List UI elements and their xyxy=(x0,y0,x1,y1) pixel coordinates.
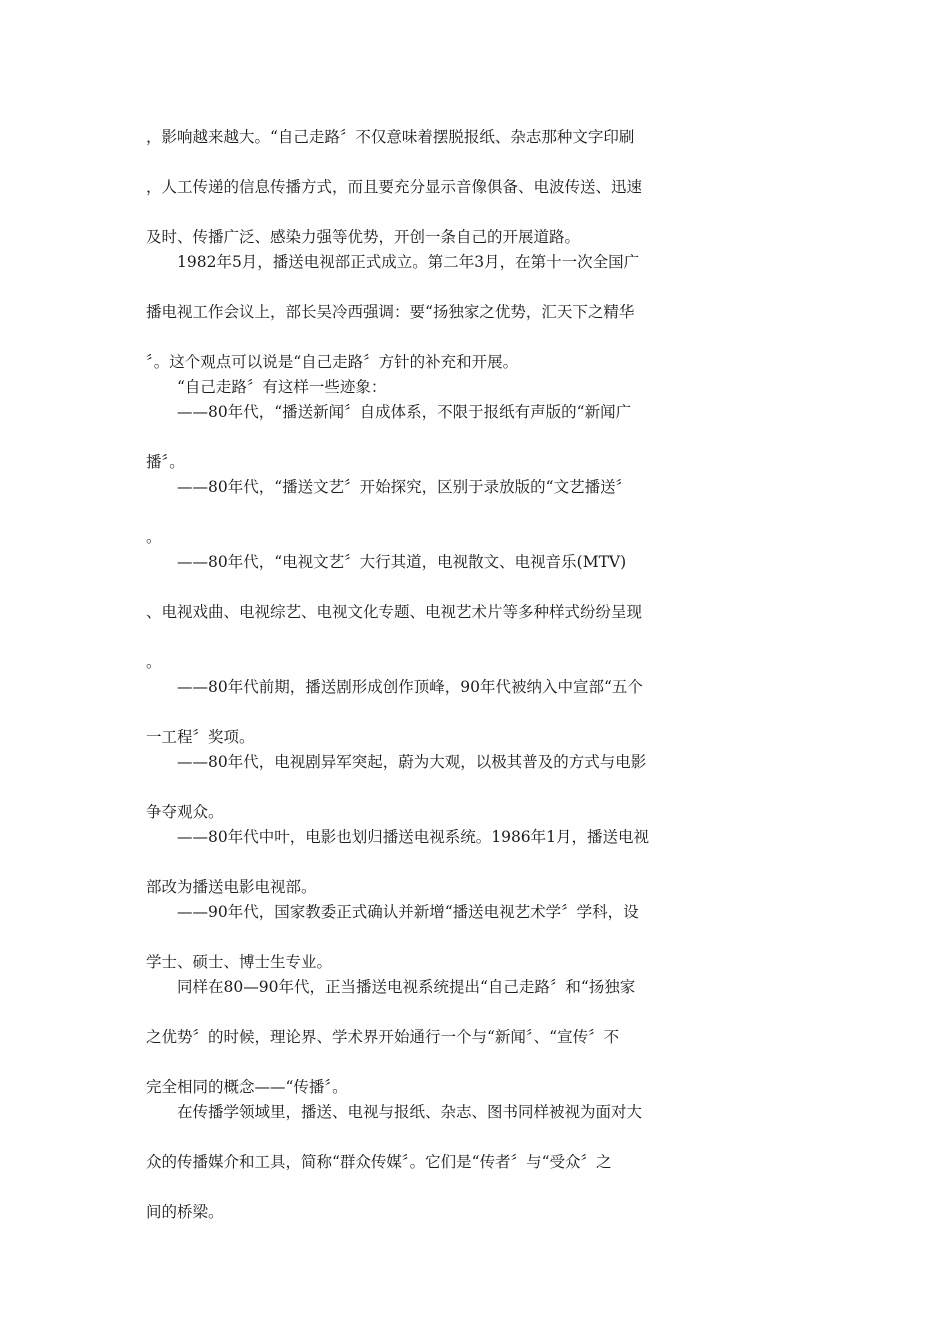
paragraph-start-line: ——90年代，国家教委正式确认并新增“播送电视艺术学〞学科，设 xyxy=(177,903,639,921)
text-line: 间的桥梁。 xyxy=(146,1203,224,1221)
text-line: 部改为播送电影电视部。 xyxy=(146,878,317,896)
paragraph-start-line: “自己走路〞有这样一些迹象： xyxy=(177,378,387,396)
text-line: 。 xyxy=(146,653,162,671)
paragraph-start-line: 在传播学领域里，播送、电视与报纸、杂志、图书同样被视为面对大 xyxy=(177,1103,643,1121)
paragraph-start-line: ——80年代，“播送新闻〞自成体系，不限于报纸有声版的“新闻广 xyxy=(177,403,632,421)
text-line: 播〞。 xyxy=(146,453,185,471)
paragraph-start-line: ——80年代，电视剧异军突起，蔚为大观，以极其普及的方式与电影 xyxy=(177,753,647,771)
paragraph-start-line: ——80年代，“播送文艺〞开始探究，区别于录放版的“文艺播送〞 xyxy=(177,478,632,496)
paragraph-start-line: ——80年代中叶，电影也划归播送电视系统。1986年1月，播送电视 xyxy=(177,828,650,846)
text-line: 〞。这个观点可以说是“自己走路〞方针的补充和开展。 xyxy=(146,353,519,371)
paragraph-start-line: 同样在80—90年代，正当播送电视系统提出“自己走路〞和“扬独家 xyxy=(177,978,636,996)
text-line: 、电视戏曲、电视综艺、电视文化专题、电视艺术片等多种样式纷纷呈现 xyxy=(146,603,643,621)
text-line: 完全相同的概念——“传播〞。 xyxy=(146,1078,348,1096)
text-line: 及时、传播广泛、感染力强等优势，开创一条自己的开展道路。 xyxy=(146,228,581,246)
text-line: 学士、硕士、博士生专业。 xyxy=(146,953,333,971)
text-line: 之优势〞的时候，理论界、学术界开始通行一个与“新闻〞、“宣传〞不 xyxy=(146,1028,620,1046)
text-line: 一工程〞奖项。 xyxy=(146,728,255,746)
text-line: ，人工传递的信息传播方式，而且要充分显示音像俱备、电波传送、迅速 xyxy=(146,178,643,196)
text-line: 众的传播媒介和工具，简称“群众传媒〞。它们是“传者〞与“受众〞之 xyxy=(146,1153,612,1171)
text-line: 播电视工作会议上，部长吴冷西强调：要“扬独家之优势，汇天下之精华 xyxy=(146,303,635,321)
text-line: ，影响越来越大。“自己走路〞不仅意味着摆脱报纸、杂志那种文字印刷 xyxy=(146,128,635,146)
paragraph-start-line: ——80年代，“电视文艺〞大行其道，电视散文、电视音乐(MTV) xyxy=(177,553,627,571)
text-line: 争夺观众。 xyxy=(146,803,224,821)
paragraph-start-line: ——80年代前期，播送剧形成创作顶峰，90年代被纳入中宣部“五个 xyxy=(177,678,643,696)
text-line: 。 xyxy=(146,528,162,546)
paragraph-start-line: 1982年5月，播送电视部正式成立。第二年3月，在第十一次全国广 xyxy=(177,253,640,271)
